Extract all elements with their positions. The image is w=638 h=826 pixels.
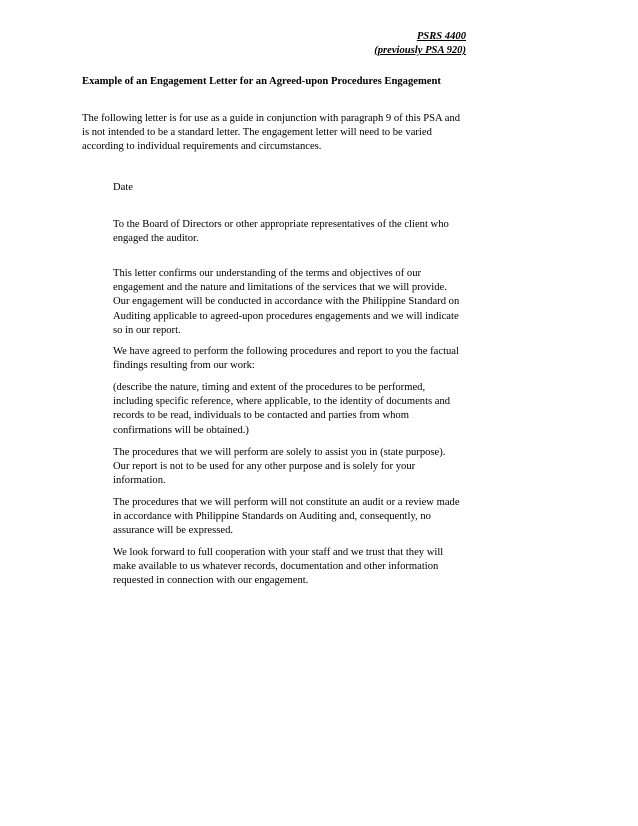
intro-line: The following letter is for use as a guide in conjunction with paragraph 9 of this PSA and [82, 113, 461, 124]
letter-paragraph-purpose [113, 446, 483, 489]
letter-paragraph-procedure-description [113, 381, 483, 438]
paragraph-line: We have agreed to perform the following procedures and report to you the factual [113, 346, 459, 357]
paragraph-line: Auditing applicable to agreed-upon procedures engagements and we will indicate [113, 310, 459, 322]
paragraph-line: make available to us whatever records, documentation and other information [113, 561, 439, 573]
letter-date: Date [113, 182, 133, 193]
intro-line: according to individual requirements and circumstances. [82, 141, 322, 153]
paragraph-line: engagement and the nature and limitations of the services that we will provide. [113, 282, 447, 294]
paragraph-line: information. [113, 475, 166, 487]
addressee-line: engaged the auditor. [113, 233, 199, 245]
paragraph-line: assurance will be expressed. [113, 525, 234, 537]
paragraph-line: records to be read, individuals to be contacted and parties from whom [113, 410, 409, 422]
paragraph-line: so in our report. [113, 324, 181, 336]
paragraph-line: (describe the nature, timing and extent of the procedures to be performed, [113, 382, 426, 393]
paragraph-line: confirmations will be obtained.) [113, 424, 249, 436]
paragraph-line: including specific reference, where applicable, to the identity of documents and [113, 396, 451, 408]
letter-paragraph-cooperation [113, 546, 483, 589]
document-header [374, 30, 466, 58]
addressee-line: To the Board of Directors or other appropriate representatives of the client who [113, 219, 449, 230]
standard-code: PSRS 4400 [416, 31, 466, 42]
letter-paragraph-no-assurance [113, 496, 483, 539]
intro-line: is not intended to be a standard letter. The engagement letter will need to be varied [82, 127, 432, 139]
paragraph-line: in accordance with Philippine Standards on Auditing and, consequently, no [113, 511, 431, 523]
intro-paragraph [82, 112, 472, 155]
paragraph-line: This letter confirms our understanding of the terms and objectives of our [113, 268, 422, 279]
paragraph-line: Our engagement will be conducted in accordance with the Philippine Standard on [113, 296, 460, 308]
paragraph-line: We look forward to full cooperation with your staff and we trust that they will [113, 547, 444, 558]
paragraph-line: findings resulting from our work: [113, 360, 255, 372]
document-title: Example of an Engagement Letter for an Agreed-upon Procedures Engagement [82, 76, 441, 87]
paragraph-line: The procedures that we will perform are solely to assist you in (state purpose). [113, 447, 446, 458]
previous-standard-code: (previously PSA 920) [374, 45, 466, 56]
letter-paragraph-procedures [113, 345, 483, 373]
letter-addressee [113, 218, 483, 246]
paragraph-line: requested in connection with our engagement. [113, 575, 309, 587]
paragraph-line: The procedures that we will perform will not constitute an audit or a review made [113, 497, 460, 508]
paragraph-line: Our report is not to be used for any other purpose and is solely for your [113, 461, 416, 473]
letter-paragraph-understanding [113, 267, 483, 338]
